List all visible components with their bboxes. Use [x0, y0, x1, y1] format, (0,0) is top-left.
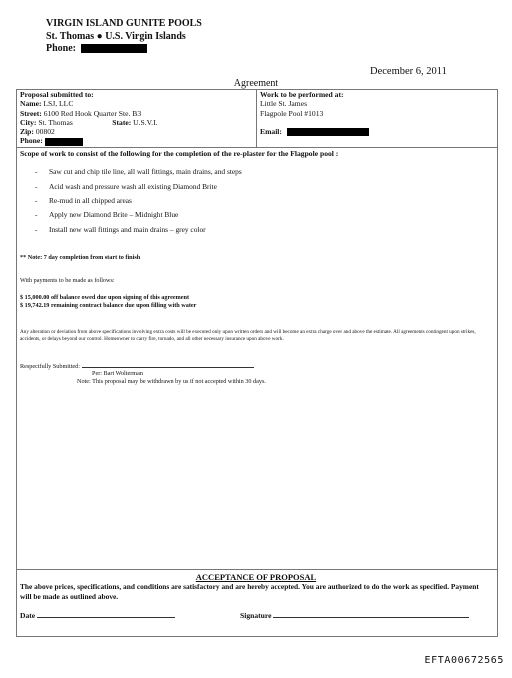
terms-paragraph: Any alteration or deviation from above specifications involving extra costs will be executed only upon written orders and will become an extra charge over and above the estimate. All agreements contingent upon strikes, accidents, or delays beyond our control. Homeowner to carry fire, tornado, and all other necessary insurance upon above work. — [20, 329, 476, 342]
signature-line[interactable] — [273, 610, 469, 618]
submitted-label: Respectfully Submitted: — [20, 363, 80, 370]
proposal-zip-row — [20, 127, 158, 136]
company-location: St. Thomas ● U.S. Virgin Islands — [46, 30, 186, 42]
city-label: City: — [20, 117, 37, 127]
submitted-signature-line — [82, 361, 254, 368]
submitted-per: Per: Bart Wolterman — [92, 370, 143, 377]
acceptance-divider — [16, 569, 498, 570]
work-line-2: Flagpole Pool #1013 — [260, 108, 324, 118]
proposal-street-row — [20, 109, 158, 118]
date-field — [20, 610, 175, 620]
state-value: U.S.V.I. — [133, 117, 158, 127]
acceptance-text: The above prices, specifications, and conditions are satisfactory and are hereby accepted. You are authorized to do the work as specified. Payment will be made as outlined above. — [20, 582, 479, 601]
scope-item-text: Acid wash and pressure wash all existing Diamond Brite — [49, 182, 217, 191]
scope-item-text: Install new wall fittings and main drains – grey color — [49, 225, 206, 234]
letterhead — [46, 18, 202, 56]
name-label: Name: — [20, 99, 42, 109]
zip-value: 00802 — [35, 127, 55, 137]
scope-item: - Apply new Diamond Brite – Midnight Blue — [35, 210, 179, 219]
scope-item: - Re-mud in all chipped areas — [35, 196, 132, 205]
scope-item-text: Saw cut and chip tile line, all wall fittings, main drains, and steps — [49, 167, 242, 176]
agreement-title: Agreement — [233, 78, 279, 89]
redaction-bar — [81, 44, 147, 53]
work-location — [260, 90, 369, 136]
scope-item-text: Re-mud in all chipped areas — [49, 196, 132, 205]
scope-item: - Saw cut and chip tile line, all wall fittings, main drains, and steps — [35, 167, 242, 176]
work-heading: Work to be performed at: — [260, 90, 344, 99]
payment-line-1: $ 15,000.00 off balance owed due upon signing of this agreement — [20, 294, 190, 301]
completion-note: ** Note: 7 day completion from start to finish — [20, 254, 141, 261]
proposal-heading: Proposal submitted to: — [20, 90, 94, 99]
redaction-bar — [45, 138, 83, 146]
submitted-note: Note: This proposal may be withdrawn by us if not accepted within 30 days. — [77, 378, 266, 385]
company-phone-row — [46, 43, 202, 56]
city-value: St. Thomas — [38, 117, 73, 127]
work-email-row — [260, 127, 369, 136]
scope-item: - Acid wash and pressure wash all existing Diamond Brite — [35, 182, 217, 191]
payments-intro: With payments to be made as follows: — [20, 277, 115, 284]
column-divider — [256, 89, 257, 148]
proposal-name-row — [20, 99, 158, 108]
email-label: Email: — [260, 127, 282, 137]
proposal-city-row — [20, 118, 158, 127]
zip-label: Zip: — [20, 127, 34, 137]
signature-field — [240, 610, 469, 620]
company-name: VIRGIN ISLAND GUNITE POOLS — [46, 18, 202, 29]
proposal-phone-row — [20, 136, 158, 145]
redaction-bar — [287, 128, 369, 136]
phone-label: Phone: — [20, 136, 43, 146]
signature-label: Signature — [240, 611, 272, 620]
work-line-1: Little St. James — [260, 99, 308, 109]
acceptance-title: ACCEPTANCE OF PROPOSAL — [195, 572, 317, 582]
document-id: EFTA00672565 — [424, 655, 504, 666]
state-label: State: — [112, 117, 132, 127]
company-phone-label: Phone: — [46, 43, 76, 54]
spacer — [260, 118, 369, 127]
street-value: 6100 Red Hook Quarter Ste. B3 — [43, 108, 142, 118]
proposal-submitted-to — [20, 90, 158, 146]
date-label: Date — [20, 611, 36, 620]
document-date: December 6, 2011 — [370, 66, 447, 77]
scope-heading: Scope of work to consist of the following for the completion of the re-plaster for the Flagpole pool : — [20, 149, 339, 158]
scope-item-text: Apply new Diamond Brite – Midnight Blue — [49, 210, 179, 219]
date-line[interactable] — [37, 610, 175, 618]
street-label: Street: — [20, 108, 42, 118]
name-value: LSJ, LLC — [43, 99, 74, 109]
scope-item: - Install new wall fittings and main drains – grey color — [35, 225, 206, 234]
payment-line-2: $ 19,742.19 remaining contract balance due upon filling with water — [20, 302, 197, 309]
